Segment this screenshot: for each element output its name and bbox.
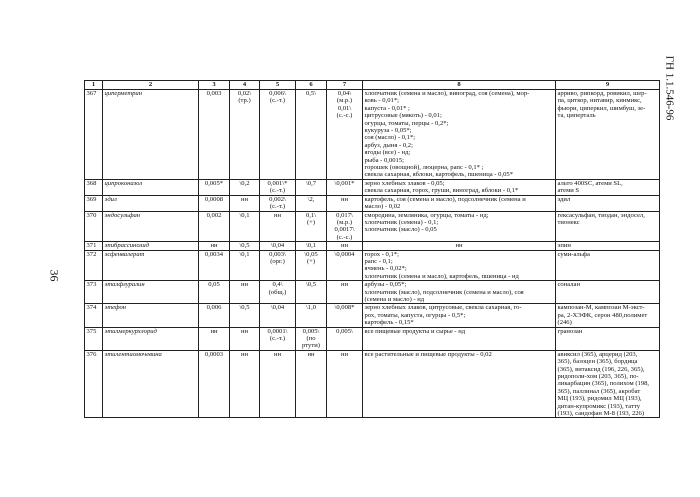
products-tolerances [363,281,556,304]
cell-line: 0,006 [206,304,222,312]
cell-line: нн [455,242,463,250]
header-cell: 9 [556,81,660,90]
cell-line: зерно хлебных злаков - 0,05; [364,179,445,187]
col-5-value [260,211,296,242]
cell-line: атеми S [557,187,580,195]
cell-line: нн [240,327,249,335]
cell-line: зерно хлебных злаков, цитрусовые, свекла сахарная, го- [364,304,522,312]
col-6-value [296,90,327,180]
col-4-value [230,90,260,180]
cell-line: эдил [557,195,571,203]
col-6-value [296,250,327,281]
col-7-value [327,195,363,211]
table-row [85,304,660,327]
cell-line: нн [240,281,249,289]
row-number: 372 [85,250,103,281]
products-tolerances [363,327,556,350]
cell-line: 0,002 [206,211,222,219]
cell-line: 0,002\ [269,195,286,203]
cell-line: (365), витаксид (196, 226, 365), [557,365,645,373]
cell-line: нн [240,195,249,203]
cell-line: (193), сандофан М-8 (193, 226) [557,410,645,418]
col-3-value [199,350,230,418]
cell-line: кампозан-М, кампозан М-экст- [557,304,645,312]
cell-line: (с.-т.) [269,335,286,342]
cell-line: 0,017\ [336,211,353,219]
cell-line: 0,001\* [267,179,288,187]
header-cell: 6 [296,81,327,90]
header-cell: 3 [199,81,230,90]
col-6-value [296,304,327,327]
cell-line: (с.-с.) [336,233,353,241]
cell-line: альто 400SC, атеми SL, [557,179,623,187]
cell-line: арбуз, дыня - 0,2; [364,141,413,149]
col-3-value [199,242,230,250]
cell-line: нн [240,350,249,358]
page-number: 36 [47,269,62,282]
cell-line: 0,04\ [337,90,352,97]
products-tolerances [363,195,556,211]
cell-line: (+) [306,218,316,226]
cell-line: \0,2 [239,179,250,187]
cell-line: хлопчатник (семена и масло), виноград, соя (семена), мор- [364,90,530,97]
table-row [85,250,660,281]
col-6-value [296,211,327,242]
table-row [85,350,660,418]
products-tolerances [363,250,556,281]
cell-line: 0,0017\ [334,226,355,234]
cell-line: рапс - 0,1; [364,257,393,265]
cell-line: \0,008* [334,304,355,312]
substance-name: этилмеркурхлорид [103,327,199,350]
cell-line: 0,5\ [305,90,317,97]
cell-line: 0,0003 [204,350,224,358]
cell-line: хлопчатник (семена) - 0,1; [364,218,439,226]
substance-name: этефон [103,304,199,327]
cell-line: па, циткор, нитавир, кинмикс, [557,97,642,105]
row-number: 369 [85,195,103,211]
cell-line: соналан [557,281,580,289]
cell-line: ртути) [302,342,320,350]
header-cell: 1 [85,81,103,90]
col-5-value [260,350,296,418]
table-row [85,211,660,242]
col-7-value [327,90,363,180]
preparations [556,242,660,250]
cell-line: 365), паллинал (365), акробат [557,387,641,395]
cell-line: кукуруза - 0,05*; [364,127,412,135]
col-5-value [260,195,296,211]
substance-name: эталфлуралин [103,281,199,304]
col-6-value [296,281,327,304]
row-number: 367 [85,90,103,180]
preparations [556,304,660,327]
table-row [85,281,660,304]
cell-line: \0,1 [305,242,317,250]
cell-line: все пищевые продукты и сырье - нд [364,327,466,335]
cell-line: капуста - 0,01* ; [364,104,410,112]
col-6-value [296,327,327,350]
cell-line: 0,02\ [237,90,252,97]
col-3-value [199,327,230,350]
col-5-value [260,304,296,327]
header-cell: 7 [327,81,363,90]
cell-line: \0,5 [239,304,250,312]
cell-line: нн [340,195,349,203]
cell-line: гранозан [557,327,583,335]
preparations [556,195,660,211]
cell-line: (с.-т.) [269,203,286,211]
cell-line: ридополи-хом (203, 365), по- [557,373,639,381]
row-number: 374 [85,304,103,327]
col-6-value [296,350,327,418]
substance-name: эпибрассинолид [103,242,199,250]
col-3-value [199,211,230,242]
row-number: 371 [85,242,103,250]
header-cell: 2 [103,81,199,90]
cell-line: 365), базоцен (365), бордица [557,358,638,366]
cell-line: нн [340,350,349,358]
products-tolerances [363,350,556,418]
col-6-value [296,195,327,211]
cell-line: \1,0 [305,304,317,312]
col-6-value [296,179,327,195]
col-4-value [230,195,260,211]
cell-line: рох, томаты, капуста, огурцы - 0,5*; [364,311,466,319]
cell-line: ра, 2-ХЭФК, серон 480,полимет [557,311,648,319]
cell-line: (+) [306,257,316,265]
cell-line: нн [210,327,218,335]
cell-line: (общ.) [268,288,287,296]
col-6-value [296,242,327,250]
col-7-value [327,211,363,242]
col-3-value [199,195,230,211]
document-code: ГН 1.1.546-96 [663,55,676,121]
cell-line: (м.р.) [336,218,353,226]
cell-line: хлопчатник (масло), подсолнечник (семена и масло), соя [364,288,524,296]
cell-line: горошек (овощной), люцерна, рапс - 0,1* ; [364,164,484,172]
cell-line: \0,04 [270,242,285,250]
cell-line: (с.-т.) [269,97,286,105]
col-7-value [327,250,363,281]
row-number: 375 [85,327,103,350]
cell-line: дитан-купромикс (193), татту [557,402,640,410]
col-3-value [199,281,230,304]
table-row [85,90,660,180]
cell-line: та, циперталь [557,112,596,120]
cell-line: 0,006\ [269,90,286,97]
col-7-value [327,350,363,418]
col-5-value [260,179,296,195]
substance-name: циперметрин [103,90,199,180]
preparations [556,90,660,180]
cell-line: \0,001* [334,179,355,187]
col-3-value [199,90,230,180]
preparations [556,281,660,304]
cell-line: \0,04 [270,304,285,312]
cell-line: ковь - 0,01*; [364,97,399,105]
header-cell: 5 [260,81,296,90]
col-7-value [327,304,363,327]
cell-line: нн [340,281,349,289]
col-4-value [230,211,260,242]
cell-line: 0,005* [204,179,224,187]
cell-line: свекла сахарная, горох, груши, виноград, яблоки - 0,1* [364,187,519,195]
cell-line: (246) [557,319,572,327]
cell-line: \2, [307,195,315,203]
cell-line: цитрусовые (мякоть) - 0,01; [364,112,442,120]
cell-line: 0,01\ [337,104,352,112]
cell-line: арриво, рипкорд, ровикил, шер- [557,90,647,97]
products-tolerances [363,242,556,250]
table-body [85,90,660,418]
cell-line: 0,003\ [269,250,286,258]
cell-line: нн [340,242,349,250]
preparations [556,250,660,281]
cell-line: эпин [557,242,571,250]
cell-line: нн [273,350,282,358]
col-3-value [199,304,230,327]
products-tolerances [363,90,556,180]
cell-line: 0,4\ [272,281,283,289]
cell-line: 0,005\ [302,327,320,335]
cell-line: 0,0034 [204,250,224,258]
header-cell: 8 [363,81,556,90]
cell-line: 0,003 [206,90,222,97]
col-4-value [230,242,260,250]
preparations [556,179,660,195]
products-tolerances [363,179,556,195]
table-row [85,327,660,350]
col-5-value [260,281,296,304]
substance-name: эдил [103,195,199,211]
row-number: 368 [85,179,103,195]
col-5-value [260,90,296,180]
cell-line: \0,1 [239,211,250,219]
cell-line: ячмень - 0,02*; [364,265,407,273]
cell-line: соя (масло) - 0,1*; [364,134,416,142]
cell-line: 0,0008 [204,195,224,203]
col-3-value [199,179,230,195]
table-row [85,179,660,195]
cell-line: (орг.) [270,257,285,265]
products-tolerances [363,211,556,242]
row-number: 373 [85,281,103,304]
cell-line: тионекс [557,218,580,226]
col-4-value [230,350,260,418]
cell-line: \0,0004 [334,250,355,258]
cell-line: авиксил (365), арцерид (203, [557,350,638,358]
preparations [556,211,660,242]
col-4-value [230,304,260,327]
cell-line: фьюри, циперкил, шимбуш, зе- [557,104,646,112]
preparations [556,327,660,350]
cell-line: свекла сахарная, яблоки, картофель, пшеница - 0,05* [364,171,513,179]
substance-name: эсфенвалерат [103,250,199,281]
col-4-value [230,327,260,350]
cell-line: суми-альфа [557,250,590,258]
cell-line: \0,1 [239,250,250,258]
cell-line: (тр.) [238,97,251,105]
cell-line: хлопчатник (семена и масло), картофель, пшеница - нд [364,272,519,280]
cell-line: 0,0001\ [267,327,288,335]
cell-line: арбузы - 0,05*; [364,281,407,289]
cell-line: хлопчатник (масло) - 0,05 [364,226,437,234]
cell-line: \0,05 [304,250,318,258]
cell-line: огурцы, томаты, перцы - 0,2*; [364,119,449,127]
col-7-value [327,281,363,304]
cell-line: (по [306,335,316,342]
cell-line: все растительные и пищевые продукты - 0,02 [364,350,492,358]
cell-line: нн [210,242,218,250]
preparations [556,350,660,418]
cell-line: 0,05 [208,281,220,289]
cell-line: картофель, соя (семена и масло), подсолнечник (семена и [364,195,526,203]
cell-line: нн [307,350,315,358]
col-4-value [230,250,260,281]
products-tolerances [363,304,556,327]
col-5-value [260,242,296,250]
col-5-value [260,250,296,281]
cell-line: \0,7 [305,179,317,187]
substance-name: ципроконазол [103,179,199,195]
cell-line: ликарбацин (365), полихом (198, [557,380,650,388]
cell-line: (семена и масло) - нд [364,295,425,303]
pesticide-table [84,80,660,418]
cell-line: рыба - 0,0015; [364,156,404,164]
col-5-value [260,327,296,350]
cell-line: смородина, земляника, огурцы, томаты - нд; [364,211,489,219]
col-7-value [327,242,363,250]
cell-line: нн [273,211,282,219]
cell-line: горох - 0,1*; [364,250,399,258]
row-number: 370 [85,211,103,242]
col-4-value [230,179,260,195]
cell-line: масло) - 0,02 [364,203,401,211]
cell-line: гексасульфан, тиодан, эндосел, [557,211,645,219]
substance-name: эндосульфан [103,211,199,242]
cell-line: \0,5 [305,281,317,289]
cell-line: 0,1\ [305,211,317,219]
cell-line: (с.-с.) [336,112,353,120]
col-7-value [327,179,363,195]
header-cell: 4 [230,81,260,90]
cell-line: (с.-т.) [269,187,286,195]
col-3-value [199,250,230,281]
cell-line: МЦ (193), ридомил МЦ (193), [557,395,642,403]
cell-line: \0,5 [239,242,250,250]
col-7-value [327,327,363,350]
table-header-row [85,81,660,90]
row-number: 376 [85,350,103,418]
cell-line: 0,005\ [336,327,353,335]
cell-line: картофель - 0,15* [364,319,414,327]
table-row [85,242,660,250]
table-row [85,195,660,211]
col-4-value [230,281,260,304]
substance-name: этилентиомочевина [103,350,199,418]
cell-line: ягоды (все) - нд; [364,149,411,157]
cell-line: (м.р.) [336,97,353,105]
